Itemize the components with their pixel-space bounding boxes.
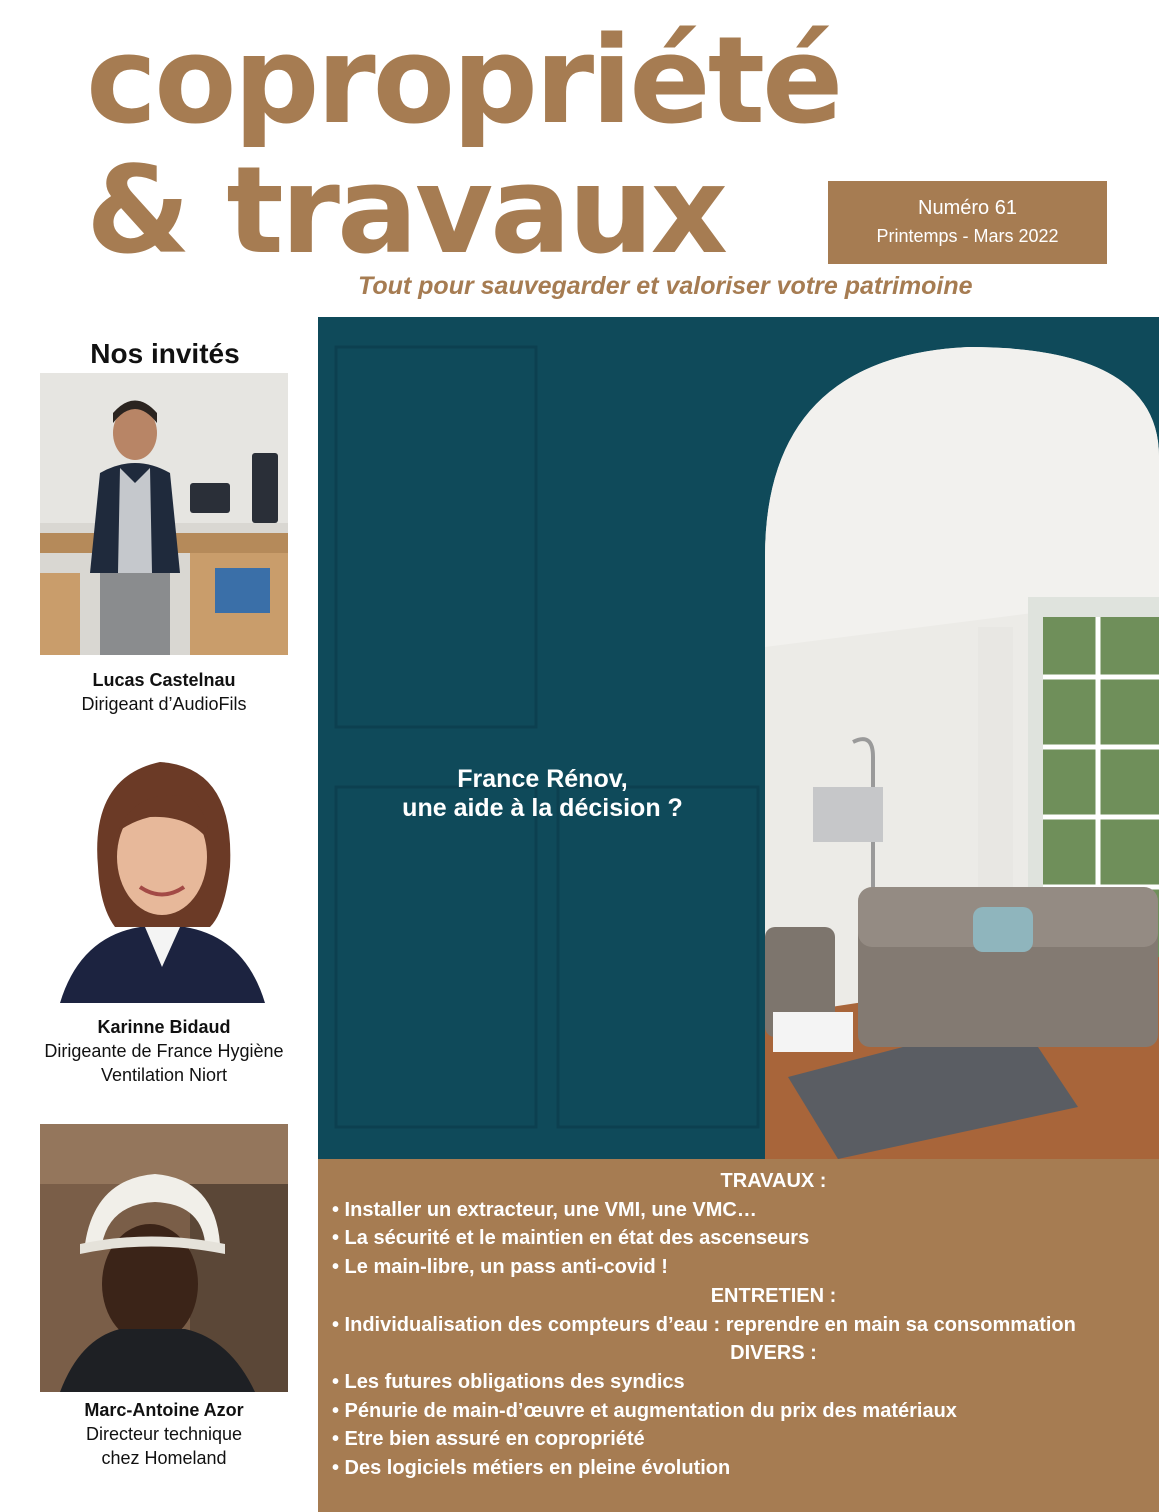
guest-role: Ventilation Niort	[100, 1065, 228, 1085]
guest-name: Karinne Bidaud	[97, 1017, 231, 1037]
guest-caption-2	[30, 1015, 298, 1087]
cover-story-headline	[370, 765, 715, 823]
guest-photo-3	[40, 1124, 288, 1392]
guest-name: Lucas Castelnau	[92, 670, 236, 690]
list-item: • Installer un extracteur, une VMI, une VMC…	[332, 1198, 757, 1221]
tagline: Tout pour sauvegarder et valoriser votre patrimoine	[358, 272, 973, 300]
guest-caption-3	[30, 1398, 298, 1470]
guest-role: Dirigeant d’AudioFils	[81, 694, 247, 714]
section-heading-divers: DIVERS :	[730, 1342, 817, 1365]
guest-role: Directeur technique	[85, 1424, 243, 1444]
section-heading-entretien: ENTRETIEN :	[710, 1284, 837, 1307]
list-item: • Etre bien assuré en copropriété	[332, 1428, 645, 1451]
masthead-title-line2: & travaux	[86, 142, 725, 281]
guests-heading: Nos invités	[90, 338, 240, 369]
guest-photo-1	[40, 373, 288, 655]
list-item: • Le main-libre, un pass anti-covid !	[332, 1256, 668, 1279]
list-item: • Les futures obligations des syndics	[332, 1370, 685, 1393]
cover-photo	[318, 317, 1159, 1159]
contents-box	[318, 1159, 1159, 1512]
guest-role: Dirigeante de France Hygiène	[44, 1041, 284, 1061]
section-heading-travaux: TRAVAUX :	[720, 1170, 827, 1192]
list-item: • Des logiciels métiers en pleine évolution	[332, 1457, 731, 1480]
cover-story-line1: France Rénov,	[457, 765, 628, 793]
guest-caption-1	[30, 668, 298, 716]
list-item: • Pénurie de main-d’œuvre et augmentation du prix des matériaux	[332, 1399, 957, 1422]
issue-number: Numéro 61	[918, 197, 1017, 219]
guest-photo-2	[40, 737, 288, 1003]
issue-date: Printemps - Mars 2022	[876, 226, 1059, 246]
masthead-title-line1: copropriété	[86, 12, 841, 151]
list-item: • La sécurité et le maintien en état des ascenseurs	[332, 1227, 810, 1250]
cover-story-line2: une aide à la décision ?	[402, 794, 683, 822]
guest-role: chez Homeland	[101, 1448, 227, 1468]
guest-name: Marc-Antoine Azor	[84, 1400, 244, 1420]
issue-badge	[828, 181, 1107, 264]
list-item: • Individualisation des compteurs d’eau : reprendre en main sa consommation	[332, 1313, 1076, 1336]
